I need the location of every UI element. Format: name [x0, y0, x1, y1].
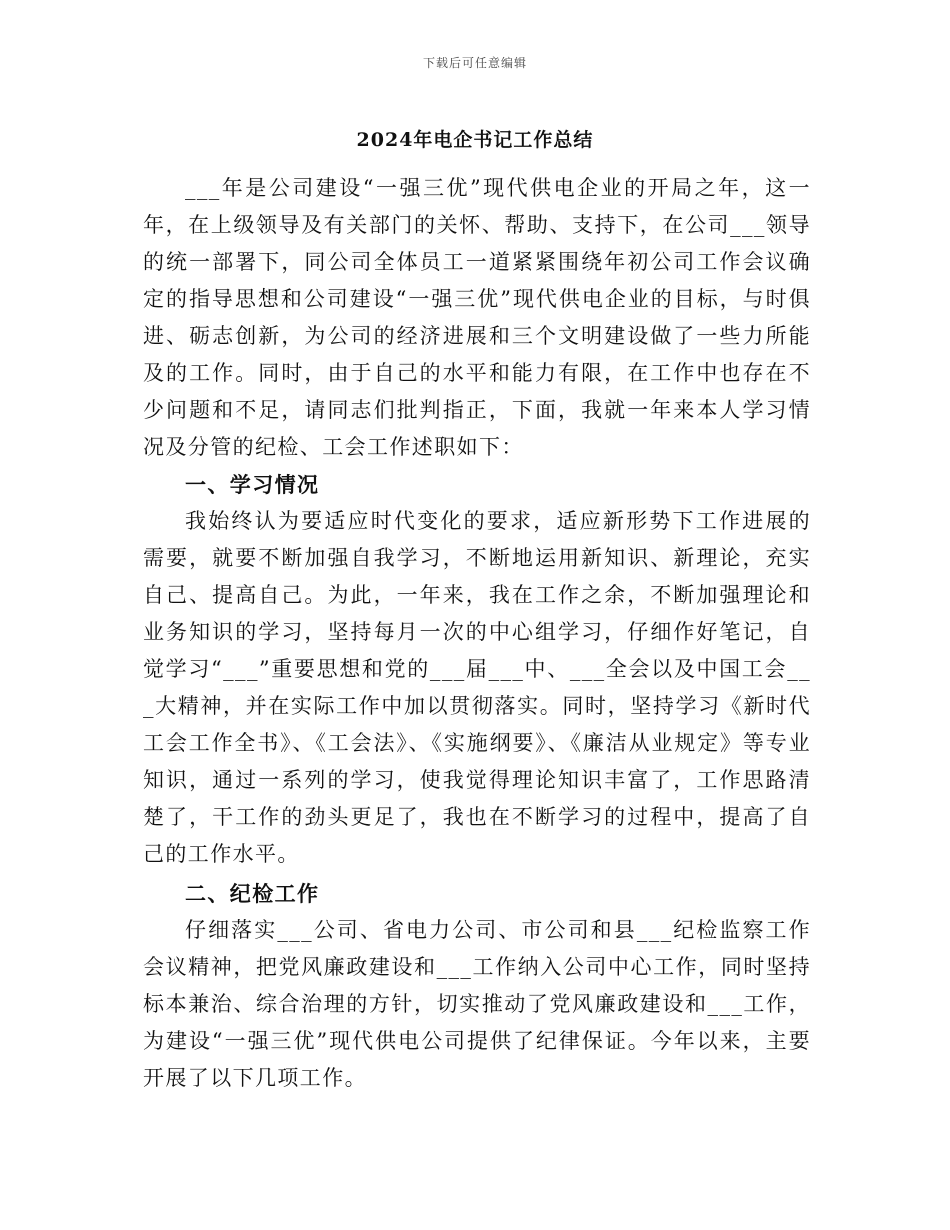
document-body [143, 170, 811, 1097]
section-heading-study: 一、学习情况 [185, 472, 320, 497]
page-title: 2024年电企书记工作总结 [356, 129, 594, 151]
section-heading-discipline: 二、纪检工作 [185, 881, 320, 906]
study-paragraph: 我始终认为要适应时代变化的要求，适应新形势下工作进展的需要，就要不断加强自我学习，不断地运用新知识、新理论，充实自己、提高自己。为此，一年来，我在工作之余，不断加强理论和业务知识的学习，坚持每月一次的中心组学习，仔细作好笔记，自觉学习“___”重要思想和党的___届___中、___全会以及中国工会___大精神，并在实际工作中加以贯彻落实。同时，坚持学习《新时代工会工作全书》、《工会法》、《实施纲要》、《廉洁从业规定》等专业知识，通过一系列的学习，使我觉得理论知识丰富了，工作思路清楚了，干工作的劲头更足了，我也在不断学习的过程中，提高了自己的工作水平。 [143, 509, 811, 866]
intro-paragraph: ___年是公司建设“一强三优”现代供电企业的开局之年，这一年，在上级领导及有关部门的关怀、帮助、支持下，在公司___领导的统一部署下，同公司全体员工一道紧紧围绕年初公司工作会议确定的指导思想和公司建设“一强三优”现代供电企业的目标，与时俱进、砺志创新，为公司的经济进展和三个文明建设做了一些力所能及的工作。同时，由于自己的水平和能力有限，在工作中也存在不少问题和不足，请同志们批判指正，下面，我就一年来本人学习情况及分管的纪检、工会工作述职如下： [143, 176, 811, 459]
header-note: 下载后可任意编辑 [422, 56, 527, 70]
discipline-paragraph: 仔细落实___公司、省电力公司、市公司和县___纪检监察工作会议精神，把党风廉政建设和___工作纳入公司中心工作，同时坚持标本兼治、综合治理的方针，切实推动了党风廉政建设和___工作，为建设“一强三优”现代供电公司提供了纪律保证。今年以来，主要开展了以下几项工作。 [143, 918, 811, 1090]
